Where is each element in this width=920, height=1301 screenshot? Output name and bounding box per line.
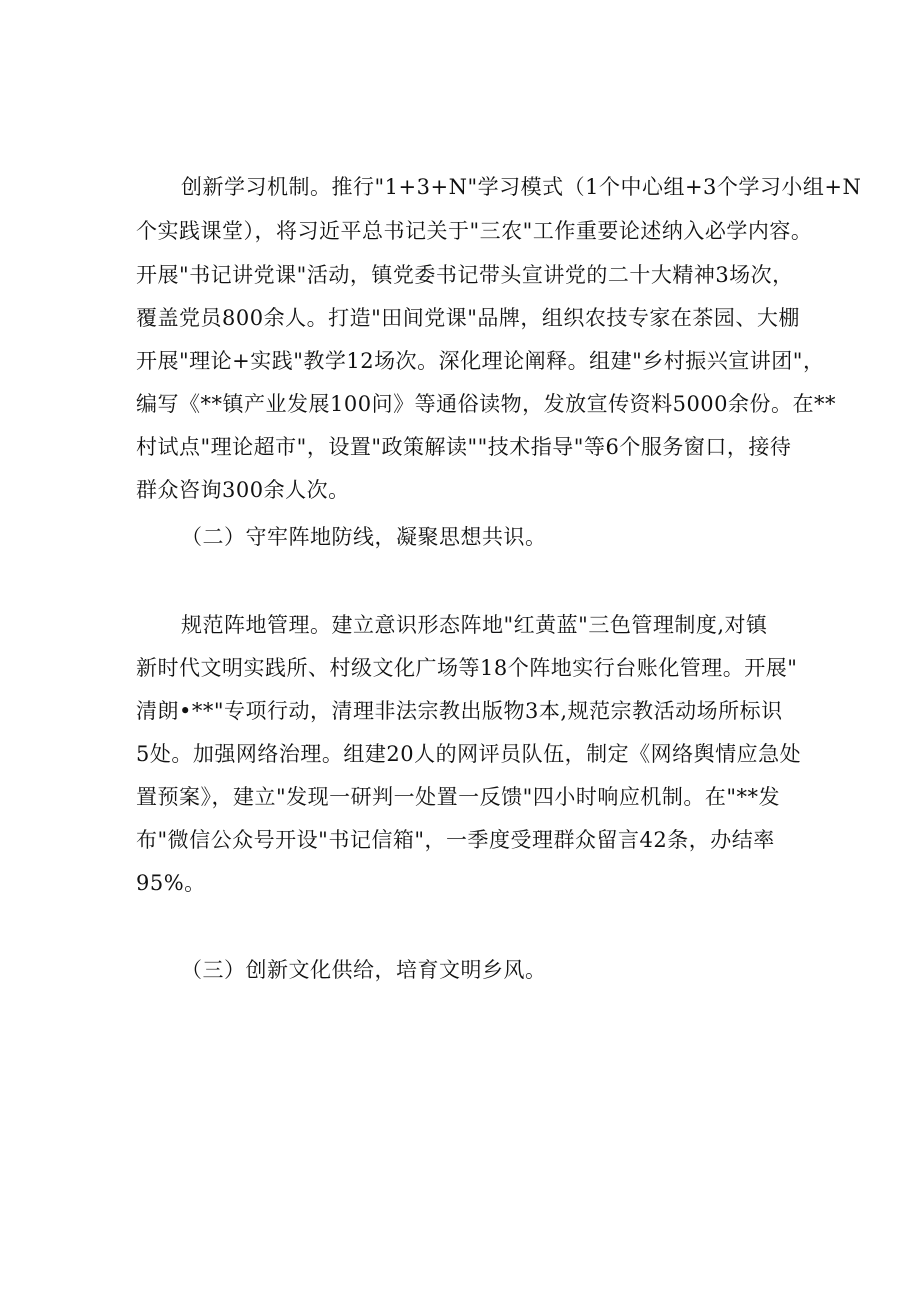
- paragraph-1-line-8: 群众咨询300余人次。: [136, 478, 350, 502]
- paragraph-1-line-7: 村试点"理论超市"，设置"政策解读""技术指导"等6个服务窗口，接待: [136, 435, 792, 459]
- paragraph-1-line-5: 开展"理论+实践"教学12场次。深化理论阐释。组建"乡村振兴宣讲团"，: [136, 349, 825, 373]
- paragraph-2-line-1: 规范阵地管理。建立意识形态阵地"红黄蓝"三色管理制度,对镇: [181, 613, 768, 637]
- section-heading-3: （三）创新文化供给，培育文明乡风。: [181, 958, 547, 982]
- paragraph-1-line-1: 创新学习机制。推行"1+3+N"学习模式（1个中心组+3个学习小组+N: [181, 175, 862, 199]
- paragraph-2-line-3: 清朗•**"专项行动，清理非法宗教出版物3本,规范宗教活动场所标识: [136, 699, 783, 723]
- paragraph-1-line-4: 覆盖党员800余人。打造"田间党课"品牌，组织农技专家在茶园、大棚: [136, 306, 800, 330]
- paragraph-2-line-2: 新时代文明实践所、村级文化广场等18个阵地实行台账化管理。开展": [136, 656, 798, 680]
- paragraph-2-line-7: 95%。: [136, 871, 206, 895]
- paragraph-2-line-5: 置预案》，建立"发现一研判一处置一反馈"四小时响应机制。在"**发: [136, 785, 780, 809]
- paragraph-1-line-6: 编写《**镇产业发展100问》等通俗读物，发放宣传资料5000余份。在**: [136, 392, 837, 416]
- section-heading-2: （二）守牢阵地防线，凝聚思想共识。: [181, 525, 547, 549]
- paragraph-1-line-3: 开展"书记讲党课"活动，镇党委书记带头宣讲党的二十大精神3场次，: [136, 263, 794, 287]
- paragraph-2-line-6: 布"微信公众号开设"书记信箱"，一季度受理群众留言42条，办结率: [136, 828, 775, 852]
- paragraph-2-line-4: 5处。加强网络治理。组建20人的网评员队伍，制定《网络舆情应急处: [136, 742, 802, 766]
- paragraph-1-line-2: 个实践课堂），将习近平总书记关于"三农"工作重要论述纳入必学内容。: [136, 219, 813, 243]
